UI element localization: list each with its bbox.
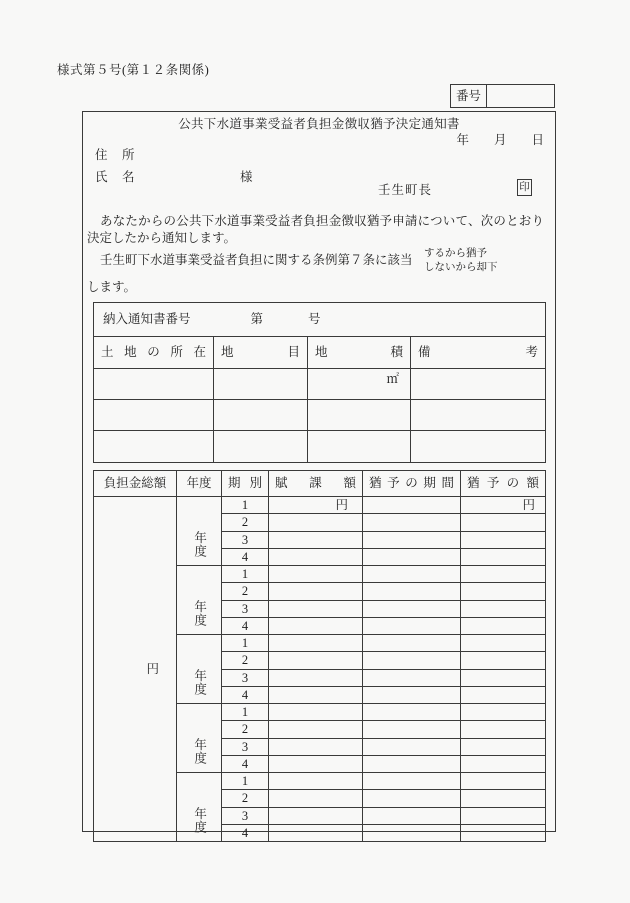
defer-period-cell [363,652,461,669]
fiscal-year-label: 年度 [192,599,207,627]
defer-amount-cell [461,721,546,738]
seal-mark: 印 [517,179,532,196]
defer-amount-cell [461,773,546,790]
address-label: 住 所 [95,148,136,162]
fiscal-year-label: 年度 [192,737,207,765]
fiscal-year-cell [177,704,222,773]
defer-period-cell [363,721,461,738]
period-cell: 2 [222,790,269,807]
levy-amount-cell [269,824,363,841]
fiscal-year-cell [177,566,222,635]
name-label: 氏 名 [95,170,136,184]
levy-amount-cell: 円 [269,497,363,514]
location-cell [94,431,214,463]
levy-table [93,470,546,842]
clause-option-reject: しないから却下 [424,262,498,273]
defer-period-cell [363,566,461,583]
period-cell: 1 [222,566,269,583]
levy-amount-cell [269,721,363,738]
defer-amount-cell [461,566,546,583]
date-line: 年 月 日 [456,133,544,147]
defer-period-cell [363,531,461,548]
fiscal-year-label: 年度 [192,668,207,696]
levy-amount-cell [269,773,363,790]
fiscal-year-label: 年度 [192,530,207,558]
document-number-box [450,84,555,108]
clause-option-defer: するから猶予 [424,248,487,259]
defer-period-cell [363,617,461,634]
defer-period-cell [363,497,461,514]
defer-amount-cell [461,790,546,807]
levy-amount-cell [269,790,363,807]
defer-period-cell [363,773,461,790]
defer-period-cell [363,686,461,703]
col-header-year: 年度 [177,471,222,497]
col-header-remarks: 備 考 [411,337,546,369]
period-cell: 4 [222,824,269,841]
period-cell: 1 [222,704,269,721]
remarks-cell [411,431,546,463]
defer-amount-cell [461,583,546,600]
defer-amount-cell [461,548,546,565]
form-style-label: 様式第５号(第１２条関係) [57,63,210,77]
table-row [94,369,546,400]
defer-amount-cell [461,617,546,634]
number-value-field [487,85,554,107]
levy-amount-cell [269,617,363,634]
body-paragraph: あなたからの公共下水道事業受益者負担金徴収猶予申請について、次のとおり決定したから通知します。 [87,214,544,245]
area-cell: ㎡ [308,369,411,400]
table-row [94,497,546,514]
defer-amount-cell [461,600,546,617]
period-cell: 3 [222,669,269,686]
levy-amount-cell [269,704,363,721]
period-cell: 1 [222,773,269,790]
period-cell: 3 [222,738,269,755]
notice-frame [82,111,556,840]
location-cell [94,369,214,400]
defer-amount-cell [461,807,546,824]
defer-amount-cell [461,824,546,841]
defer-amount-cell [461,514,546,531]
number-label: 番号 [451,85,487,107]
levy-amount-cell [269,531,363,548]
period-cell: 2 [222,652,269,669]
period-cell: 2 [222,583,269,600]
no-prefix: 第 [250,312,264,327]
defer-amount-cell [461,686,546,703]
remarks-cell [411,400,546,431]
honorific-sama: 様 [240,170,253,184]
area-cell [308,400,411,431]
levy-amount-cell [269,635,363,652]
defer-amount-cell [461,652,546,669]
document-title: 公共下水道事業受益者負担金徴収猶予決定通知書 [178,117,460,131]
table-header-row [94,337,546,369]
clause-tail-text: します。 [87,280,137,294]
levy-amount-cell [269,807,363,824]
col-header-defer-period: 猶 予 の 期 間 [363,471,461,497]
defer-amount-cell [461,704,546,721]
notice-no-label: 納入通知書番号 [103,312,191,327]
table-row [94,431,546,463]
levy-amount-cell [269,548,363,565]
defer-period-cell [363,704,461,721]
col-header-area: 地 積 [308,337,411,369]
remarks-cell [411,369,546,400]
fiscal-year-label: 年度 [192,806,207,834]
levy-amount-cell [269,600,363,617]
defer-period-cell [363,790,461,807]
defer-amount-cell [461,531,546,548]
defer-period-cell [363,548,461,565]
issuer-mayor: 壬生町長 [378,183,433,197]
location-cell [94,400,214,431]
table-header-row [94,471,546,497]
defer-period-cell [363,755,461,772]
defer-period-cell [363,669,461,686]
defer-period-cell [363,514,461,531]
period-cell: 3 [222,531,269,548]
category-cell [214,369,308,400]
period-cell: 3 [222,807,269,824]
period-cell: 4 [222,755,269,772]
levy-amount-cell [269,755,363,772]
clause-lead-text: 壬生町下水道事業受益者負担に関する条例第７条に該当 [100,253,413,267]
period-cell: 2 [222,514,269,531]
levy-amount-cell [269,652,363,669]
period-cell: 4 [222,617,269,634]
clause-options [424,247,498,275]
period-cell: 2 [222,721,269,738]
fiscal-year-cell [177,635,222,704]
levy-amount-cell [269,583,363,600]
defer-amount-cell [461,669,546,686]
levy-amount-cell [269,566,363,583]
defer-period-cell [363,738,461,755]
area-cell [308,431,411,463]
col-header-location: 土 地 の 所 在 [94,337,214,369]
defer-amount-cell [461,755,546,772]
table-row [94,303,546,337]
defer-amount-cell [461,738,546,755]
land-table [93,302,546,463]
col-header-category: 地 目 [214,337,308,369]
period-cell: 1 [222,635,269,652]
no-suffix: 号 [308,312,321,327]
col-header-defer-amount: 猶 予 の 額 [461,471,546,497]
col-header-total: 負担金総額 [94,471,177,497]
levy-amount-cell [269,738,363,755]
levy-amount-cell [269,514,363,531]
defer-period-cell [363,635,461,652]
category-cell [214,400,308,431]
period-cell: 3 [222,600,269,617]
defer-period-cell [363,600,461,617]
defer-period-cell [363,824,461,841]
period-cell: 4 [222,548,269,565]
defer-period-cell [363,583,461,600]
col-header-levy: 賦 課 額 [269,471,363,497]
defer-period-cell [363,807,461,824]
total-amount-cell: 円 [94,497,177,842]
category-cell [214,431,308,463]
table-row [94,400,546,431]
period-cell: 4 [222,686,269,703]
defer-amount-cell [461,635,546,652]
period-cell: 1 [222,497,269,514]
levy-amount-cell [269,669,363,686]
fiscal-year-cell [177,497,222,566]
notice-number-row [94,303,546,337]
col-header-period: 期 別 [222,471,269,497]
levy-amount-cell [269,686,363,703]
defer-amount-cell: 円 [461,497,546,514]
fiscal-year-cell [177,773,222,842]
